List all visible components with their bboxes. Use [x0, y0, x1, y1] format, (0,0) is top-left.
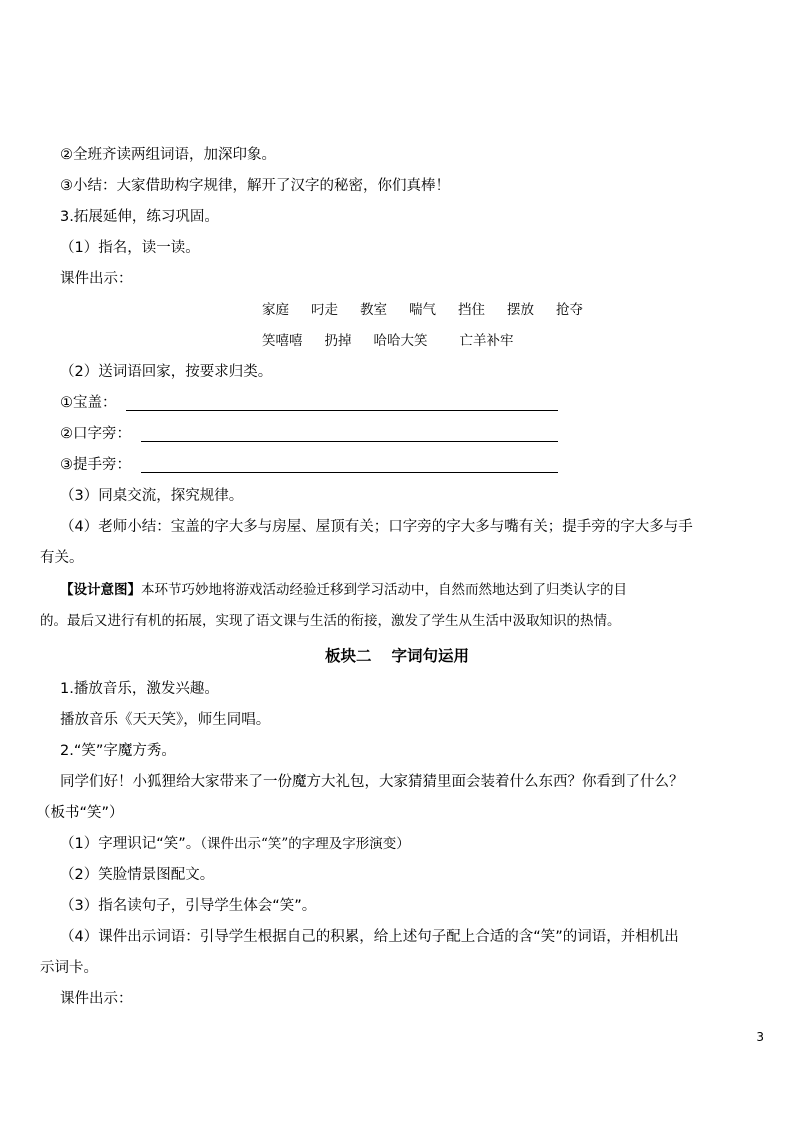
- word: 教室: [360, 302, 387, 318]
- word: 叼走: [311, 302, 338, 318]
- design-intent-text: 本环节巧妙地将游戏活动经验迁移到学习活动中，自然而然地达到了归类认字的目: [141, 582, 627, 598]
- paragraph: （4）课件出示词语：引导学生根据自己的积累，给上述句子配上合适的含“笑”的词语，并相机出: [60, 929, 679, 945]
- word: 扔掉: [324, 333, 352, 349]
- word: 抢夺: [556, 302, 583, 318]
- blank-label: ①宝盖：: [60, 395, 117, 411]
- paragraph: （1）指名，读一读。: [60, 240, 200, 256]
- fill-blank-line: [126, 410, 558, 411]
- word: 亡羊补牢: [459, 333, 514, 349]
- paragraph: （3）指名读句子，引导学生体会“笑”。: [60, 898, 317, 914]
- word: 家庭: [262, 302, 289, 318]
- paragraph: （4）老师小结：宝盖的字大多与房屋、屋顶有关；口字旁的字大多与嘴有关；提手旁的字大多与手: [60, 519, 693, 535]
- paragraph: （板书“笑”）: [36, 805, 124, 821]
- section-part: 板块二: [324, 647, 372, 665]
- page-number: 3: [756, 1030, 764, 1044]
- fill-blank-line: [141, 472, 558, 473]
- word: 笑嘻嘻: [262, 333, 303, 349]
- paragraph: ②全班齐读两组词语，加深印象。: [60, 147, 276, 163]
- design-intent: [60, 580, 760, 600]
- word: 喘气: [409, 302, 436, 318]
- paragraph: 课件出示：: [60, 991, 133, 1007]
- word-row-2: [262, 331, 536, 351]
- design-intent-cont: 的。最后又进行有机的拓展，实现了语文课与生活的衔接，激发了学生从生活中汲取知识的热情。: [40, 613, 621, 629]
- paragraph: （3）同桌交流，探究规律。: [60, 488, 244, 504]
- blank-label: ②口字旁：: [60, 426, 131, 442]
- paragraph: （2）送词语回家，按要求归类。: [60, 364, 273, 380]
- paragraph: 有关。: [40, 550, 84, 566]
- paragraph: [60, 834, 794, 854]
- word: 哈哈大笑: [373, 333, 428, 349]
- word-row-1: [262, 300, 605, 320]
- fill-blank-line: [141, 441, 558, 442]
- blank-label: ③提手旁：: [60, 457, 131, 473]
- word: 摆放: [507, 302, 534, 318]
- paragraph-note: （课件出示“笑”的字理及字形演变）: [200, 836, 410, 852]
- paragraph-main: （1）字理识记“笑”。: [60, 836, 201, 852]
- section-title: 字词句运用: [391, 647, 470, 665]
- paragraph: ③小结：大家借助构字规律，解开了汉字的秘密，你们真棒！: [60, 178, 450, 194]
- paragraph: 2.“笑”字魔方秀。: [60, 743, 176, 759]
- design-intent-label: 【设计意图】: [60, 582, 141, 598]
- paragraph: （2）笑脸情景图配文。: [60, 867, 215, 883]
- paragraph: 播放音乐《天天笑》，师生同唱。: [60, 712, 271, 728]
- paragraph: 课件出示：: [60, 271, 133, 287]
- paragraph: 示词卡。: [40, 960, 98, 976]
- word: 挡住: [458, 302, 485, 318]
- paragraph: 同学们好！小狐狸给大家带来了一份魔方大礼包，大家猜猜里面会装着什么东西？你看到了什么？: [60, 774, 684, 790]
- paragraph: 1.播放音乐，激发兴趣。: [60, 681, 219, 697]
- paragraph: 3.拓展延伸，练习巩固。: [60, 209, 219, 225]
- section-heading: [0, 645, 794, 667]
